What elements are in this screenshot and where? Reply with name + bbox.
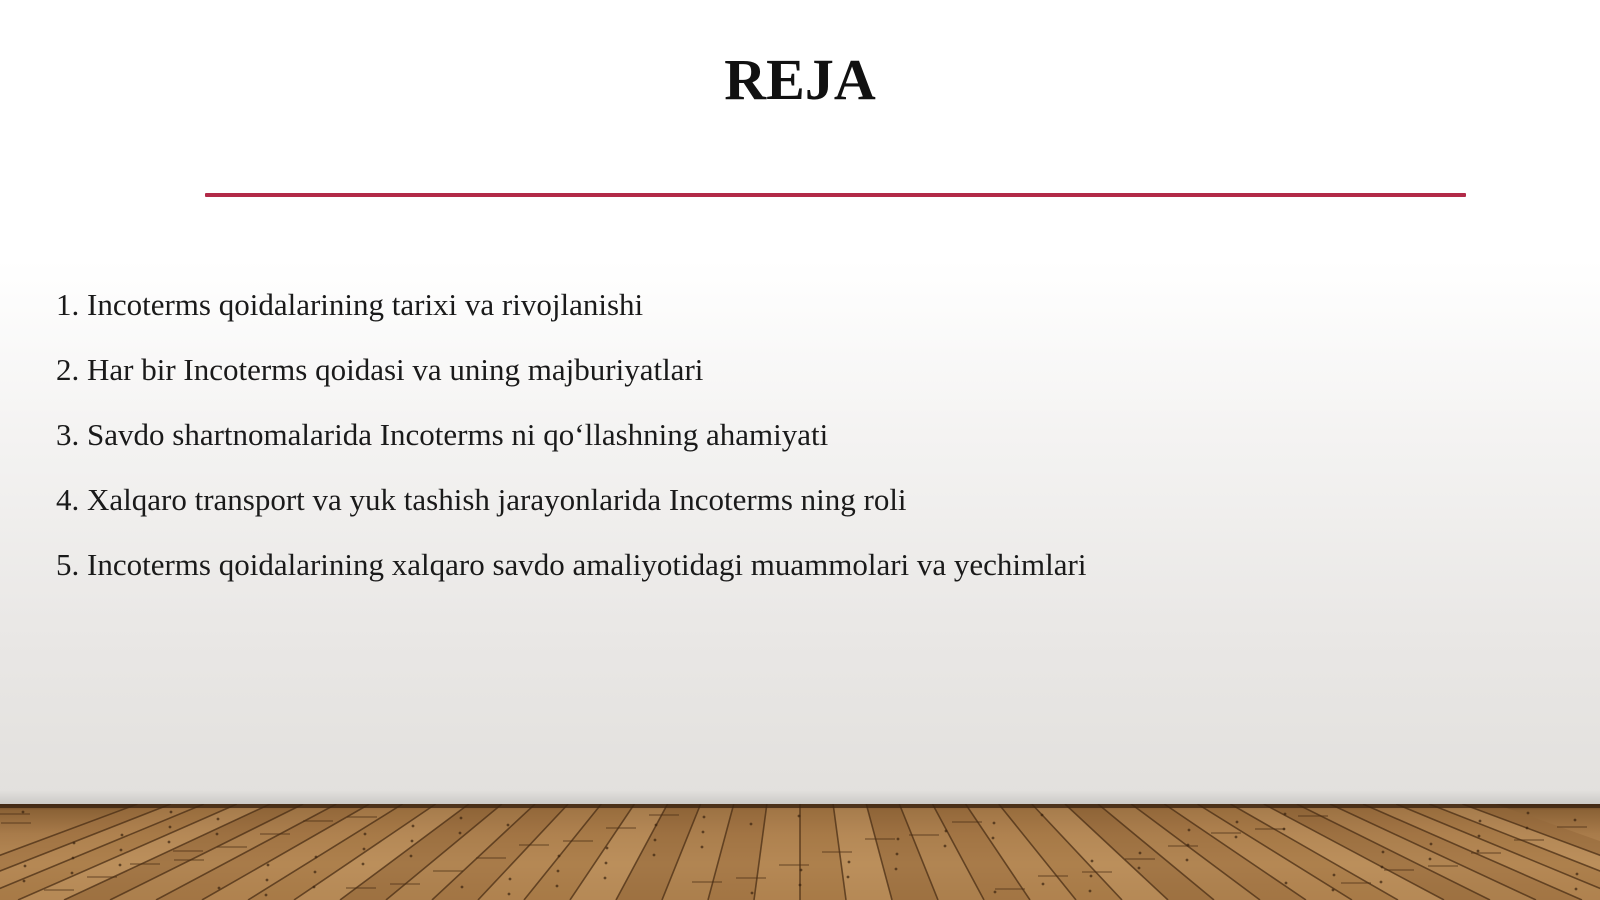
plan-list xyxy=(56,272,1086,597)
plan-item-4: 4. Xalqaro transport va yuk tashish jarayonlarida Incoterms ning roli xyxy=(56,482,907,517)
floor-planks-graphic xyxy=(0,804,1600,900)
plan-item-5: 5. Incoterms qoidalarining xalqaro savdo amaliyotidagi muammolari va yechimlari xyxy=(56,547,1087,582)
plan-item-2: 2. Har bir Incoterms qoidasi va uning majburiyatlari xyxy=(56,352,704,387)
slide-title: REJA xyxy=(724,47,876,112)
wooden-floor xyxy=(0,804,1600,900)
title-divider-line xyxy=(205,193,1466,197)
plan-item-1: 1. Incoterms qoidalarining tarixi va rivojlanishi xyxy=(56,287,644,322)
plan-item-3: 3. Savdo shartnomalarida Incoterms ni qo‘llashning ahamiyati xyxy=(56,417,829,452)
